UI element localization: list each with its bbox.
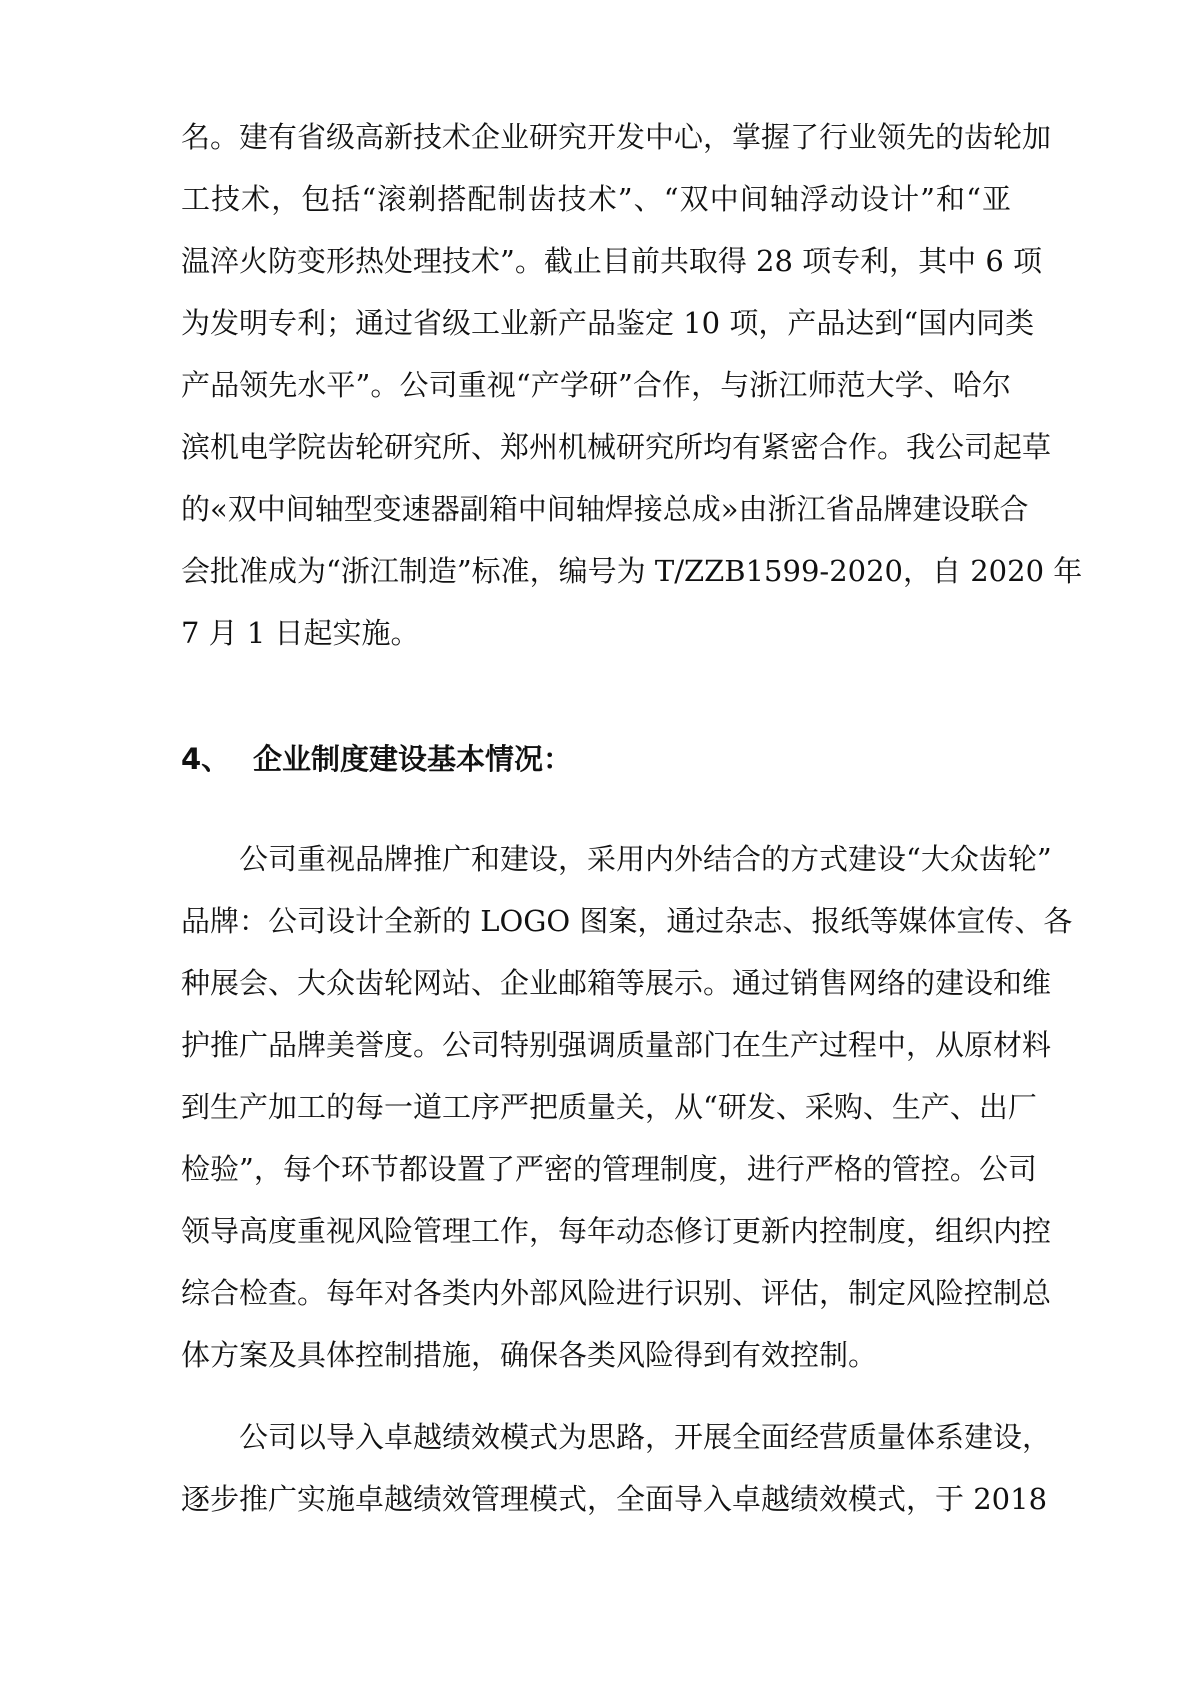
section-number: 4、 — [181, 742, 231, 776]
text-line: 种展会、大众齿轮网站、企业邮箱等展示。通过销售网络的建设和维 — [181, 966, 1052, 1000]
section-heading — [181, 728, 1011, 790]
text-line: 检验”，每个环节都设置了严密的管理制度，进行严格的管控。公司 — [181, 1152, 1037, 1186]
text-line: 综合检查。每年对各类内外部风险进行识别、评估，制定风险控制总 — [181, 1276, 1052, 1310]
text-line: 公司以导入卓越绩效模式为思路，开展全面经营质量体系建设， — [181, 1420, 1052, 1454]
text-line: 逐步推广实施卓越绩效管理模式，全面导入卓越绩效模式，于 2018 — [181, 1482, 1048, 1516]
text-line: 的«双中间轴型变速器副箱中间轴焊接总成»由浙江省品牌建设联合 — [181, 492, 1029, 526]
text-line: 到生产加工的每一道工序严把质量关，从“研发、采购、生产、出厂 — [181, 1090, 1037, 1124]
text-line: 公司重视品牌推广和建设，采用内外结合的方式建设“大众齿轮” — [181, 842, 1052, 876]
text-line: 品牌：公司设计全新的 LOGO 图案，通过杂志、报纸等媒体宣传、各 — [181, 904, 1073, 938]
text-line: 体方案及具体控制措施，确保各类风险得到有效控制。 — [181, 1338, 878, 1372]
text-line: 滨机电学院齿轮研究所、郑州机械研究所均有紧密合作。我公司起草 — [181, 430, 1052, 464]
paragraph-patents-standards — [181, 106, 1083, 664]
text-line: 工技术，包括“滚剃搭配制齿技术”、“双中间轴浮动设计”和“亚 — [181, 182, 1011, 216]
text-line: 产品领先水平”。公司重视“产学研”合作，与浙江师范大学、哈尔 — [181, 368, 1011, 402]
text-line: 温淬火防变形热处理技术”。截止目前共取得 28 项专利，其中 6 项 — [181, 244, 1043, 278]
text-line: 名。建有省级高新技术企业研究开发中心，掌握了行业领先的齿轮加 — [181, 120, 1052, 154]
paragraph-brand-quality — [181, 828, 1073, 1386]
text-line: 会批准成为“浙江制造”标准，编号为 T/ZZB1599-2020，自 2020 年 — [181, 554, 1083, 588]
text-line: 护推广品牌美誉度。公司特别强调质量部门在生产过程中，从原材料 — [181, 1028, 1052, 1062]
text-line: 为发明专利；通过省级工业新产品鉴定 10 项，产品达到“国内同类 — [181, 306, 1035, 340]
text-line: 领导高度重视风险管理工作，每年动态修订更新内控制度，组织内控 — [181, 1214, 1052, 1248]
paragraph-excellence-model — [181, 1406, 1052, 1530]
text-line: 7 月 1 日起实施。 — [181, 616, 420, 650]
section-title: 企业制度建设基本情况： — [253, 742, 573, 776]
